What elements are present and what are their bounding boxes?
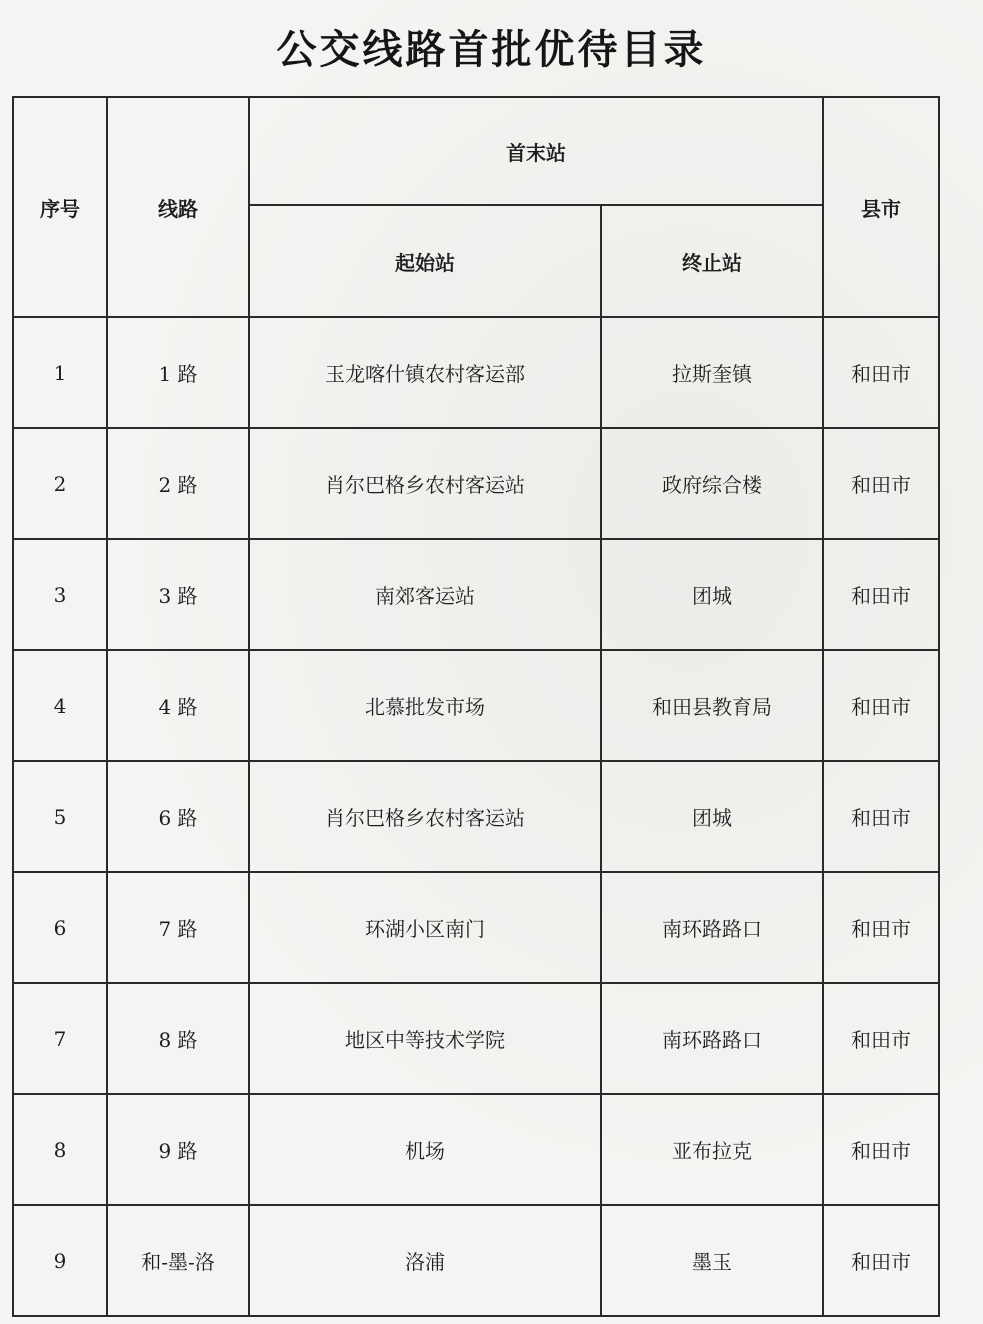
cell-route: 8 路 [107, 983, 249, 1094]
table-row [13, 1094, 939, 1205]
header-terminals: 首末站 [249, 97, 823, 205]
cell-end-station: 南环路路口 [601, 983, 823, 1094]
cell-route: 6 路 [107, 761, 249, 872]
cell-seq: 1 [13, 317, 107, 428]
cell-county: 和田市 [823, 650, 939, 761]
table-body [13, 317, 939, 1316]
cell-start-station: 地区中等技术学院 [249, 983, 601, 1094]
table-row [13, 317, 939, 428]
table-row [13, 761, 939, 872]
cell-seq: 3 [13, 539, 107, 650]
header-route: 线路 [107, 97, 249, 317]
cell-route: 9 路 [107, 1094, 249, 1205]
cell-end-station: 拉斯奎镇 [601, 317, 823, 428]
cell-seq: 4 [13, 650, 107, 761]
cell-start-station: 南郊客运站 [249, 539, 601, 650]
cell-county: 和田市 [823, 761, 939, 872]
route-catalog-table [12, 96, 940, 1317]
header-county: 县市 [823, 97, 939, 317]
table-row [13, 1205, 939, 1316]
cell-route: 7 路 [107, 872, 249, 983]
table-row [13, 983, 939, 1094]
cell-end-station: 政府综合楼 [601, 428, 823, 539]
cell-county: 和田市 [823, 872, 939, 983]
cell-county: 和田市 [823, 428, 939, 539]
table-header-row [13, 97, 939, 205]
cell-seq: 7 [13, 983, 107, 1094]
cell-start-station: 肖尔巴格乡农村客运站 [249, 761, 601, 872]
cell-county: 和田市 [823, 983, 939, 1094]
cell-start-station: 环湖小区南门 [249, 872, 601, 983]
cell-end-station: 团城 [601, 539, 823, 650]
cell-route: 3 路 [107, 539, 249, 650]
cell-county: 和田市 [823, 317, 939, 428]
cell-end-station: 亚布拉克 [601, 1094, 823, 1205]
table-row [13, 428, 939, 539]
cell-route: 4 路 [107, 650, 249, 761]
cell-route: 和-墨-洛 [107, 1205, 249, 1316]
table-row [13, 539, 939, 650]
cell-seq: 8 [13, 1094, 107, 1205]
table-row [13, 650, 939, 761]
cell-seq: 2 [13, 428, 107, 539]
cell-county: 和田市 [823, 1094, 939, 1205]
cell-seq: 9 [13, 1205, 107, 1316]
table-row [13, 872, 939, 983]
cell-start-station: 机场 [249, 1094, 601, 1205]
cell-seq: 5 [13, 761, 107, 872]
header-end-station: 终止站 [601, 205, 823, 317]
header-seq: 序号 [13, 97, 107, 317]
cell-county: 和田市 [823, 539, 939, 650]
cell-county: 和田市 [823, 1205, 939, 1316]
document-title: 公交线路首批优待目录 [276, 27, 707, 73]
cell-start-station: 北慕批发市场 [249, 650, 601, 761]
cell-route: 2 路 [107, 428, 249, 539]
cell-seq: 6 [13, 872, 107, 983]
cell-end-station: 团城 [601, 761, 823, 872]
cell-end-station: 和田县教育局 [601, 650, 823, 761]
cell-end-station: 南环路路口 [601, 872, 823, 983]
cell-start-station: 肖尔巴格乡农村客运站 [249, 428, 601, 539]
cell-end-station: 墨玉 [601, 1205, 823, 1316]
cell-start-station: 玉龙喀什镇农村客运部 [249, 317, 601, 428]
header-start-station: 起始站 [249, 205, 601, 317]
cell-route: 1 路 [107, 317, 249, 428]
cell-start-station: 洛浦 [249, 1205, 601, 1316]
